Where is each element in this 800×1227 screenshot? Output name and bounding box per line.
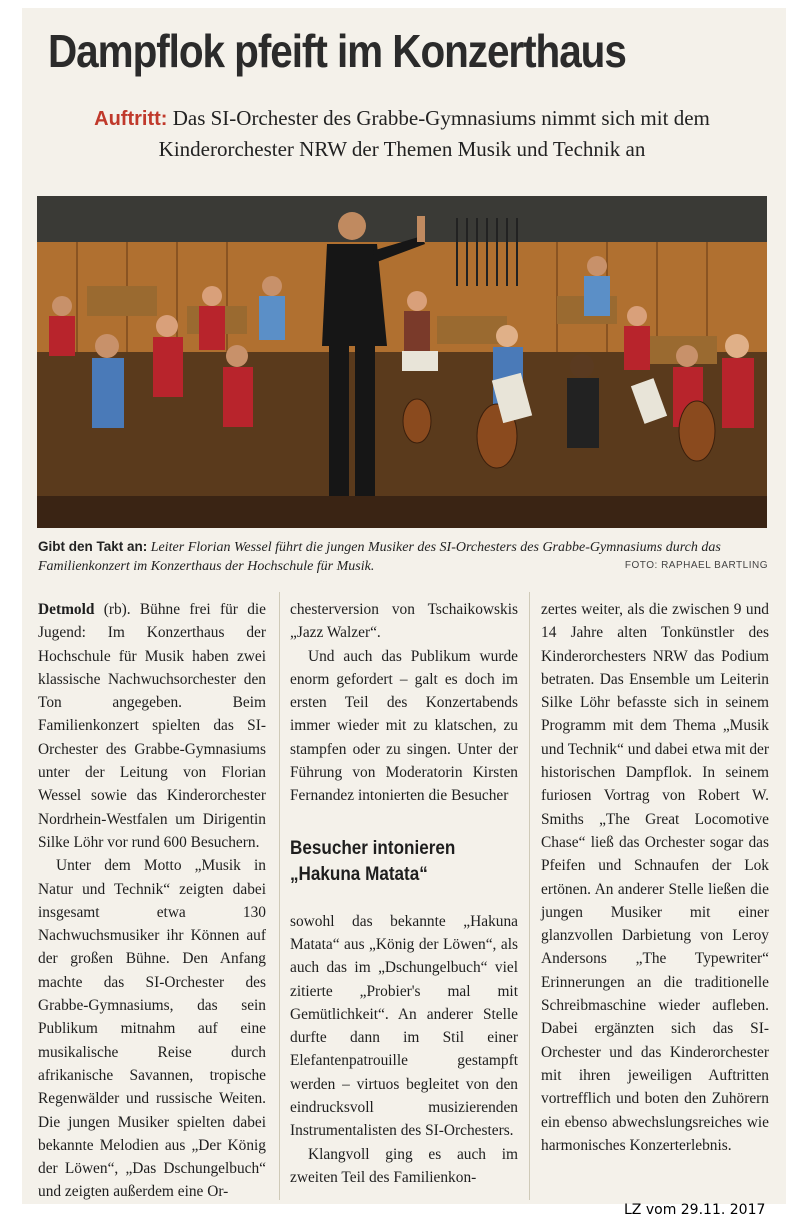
orchestra-photo-illustration [37,196,767,528]
photo-caption [38,537,768,576]
paragraph [38,598,266,854]
photo-credit: FOTO: RAPHAEL BARTLING [624,560,768,571]
article-column-3 [541,598,769,1157]
subheading-line: Besucher intonieren [290,837,456,859]
headline: Dampflok pfeift im Konzerthaus [48,25,626,77]
kicker: Auftritt: [94,108,168,130]
column-divider [279,592,280,1200]
article-column-2 [290,598,518,1189]
article-column-1 [38,598,266,1204]
paragraph: chesterversion von Tschaikowskis „Jazz Walzer“. [290,601,518,642]
paragraph: sowohl das bekannte „Hakuna Matata“ aus „König der Löwen“, als auch das im „Dschungelbuch“ viel zitierte „Probier's mal mit Gemütlichkeit“. An anderer Stelle durfte dann im Stil einer Elefantenpatrouille gestampft werden – virtuos begleitet von den eindrucksvoll musizierenden Instrumentalisten des SI-Orchesters. [290,912,518,1140]
paragraph-text: (rb). Bühne frei für die Jugend: Im Konzerthaus der Hochschule für Musik haben zwei klassische Nachwuchsorchester den Ton angegeben. Beim Familienkonzert spielten das SI-Orchester des Grabbe-Gymnasiums unter der Leitung von Florian Wessel sowie das Kinderorchester Nordrhein-Westfalen um Dirigentin Silke Löhr vor rund 600 Besuchern. [38,601,266,851]
subheading-line: „Hakuna Matata“ [290,863,428,885]
paragraph: Klangvoll ging es auch im zweiten Teil des Familienkon- [290,1145,518,1186]
subheadline: Das SI-Orchester des Grabbe-Gymnasiums nimmt sich mit dem Kinderorchester NRW der Themen Musik und Technik an [158,106,710,161]
source-stamp: LZ vom 29.11. 2017 [624,1202,766,1218]
paragraph: Und auch das Publikum wurde enorm gefordert – galt es doch im ersten Teil des Konzertabends immer wieder mit zu klatschen, zu stampfen oder zu singen. Unter der Führung von Moderatorin Kirsten Fernandez intonierten die Besucher [290,647,518,805]
paragraph: Unter dem Motto „Musik in Natur und Technik“ zeigten dabei insgesamt etwa 130 Nachwuchsmusiker ihr Können auf der großen Bühne. Den Anfang machte das SI-Orchester des Grabbe-Gymnasiums, das sein Publikum mitnahm auf eine musikalische Reise durch afrikanische Savannen, tropische Regenwälder und russische Weiten. Die jungen Musiker spielten dabei bekannte Melodien aus „Der König der Löwen“, „Das Dschungelbuch“ und zeigten außerdem eine Or- [38,857,266,1201]
subheadline-block [42,103,762,164]
subheading [290,836,495,888]
column-divider [529,592,530,1200]
caption-text: Leiter Florian Wessel führt die jungen Musiker des SI-Orchesters des Grabbe-Gymnasiums durch das Familienkonzert im Konzerthaus der Hochschule für Musik. [38,540,721,574]
orchestra-photo [37,196,767,528]
caption-lead: Gibt den Takt an: [38,539,148,554]
paragraph: zertes weiter, als die zwischen 9 und 14 Jahre alten Tonkünstler des Kinderorchesters NRW das Podium betraten. Das Ensemble um Leiterin Silke Löhr befasste sich in seinem Programm mit dem Thema „Musik und Technik“ und dabei etwa mit der historischen Dampflok. In seinem furiosen Vortrag von Robert W. Smiths „The Great Locomotive Chase“ ließ das Orchester sogar das Pfeifen und Schnaufen der Lok ertönen. An anderer Stelle ließen die jungen Musiker mit einer glanzvollen Darbietung von Leroy Andersons „The Typewriter“ Erinnerungen an die traditionelle Schreibmaschine wieder aufleben. Dabei ergänzten sich das SI-Orchester und das Kinderorchester mit ihren jeweiligen Auftritten vortrefflich und boten den Zuhörern ein ebenso abwechslungsreiches wie harmonisches Konzerterlebnis. [541,601,769,1154]
dateline: Detmold [38,601,95,618]
